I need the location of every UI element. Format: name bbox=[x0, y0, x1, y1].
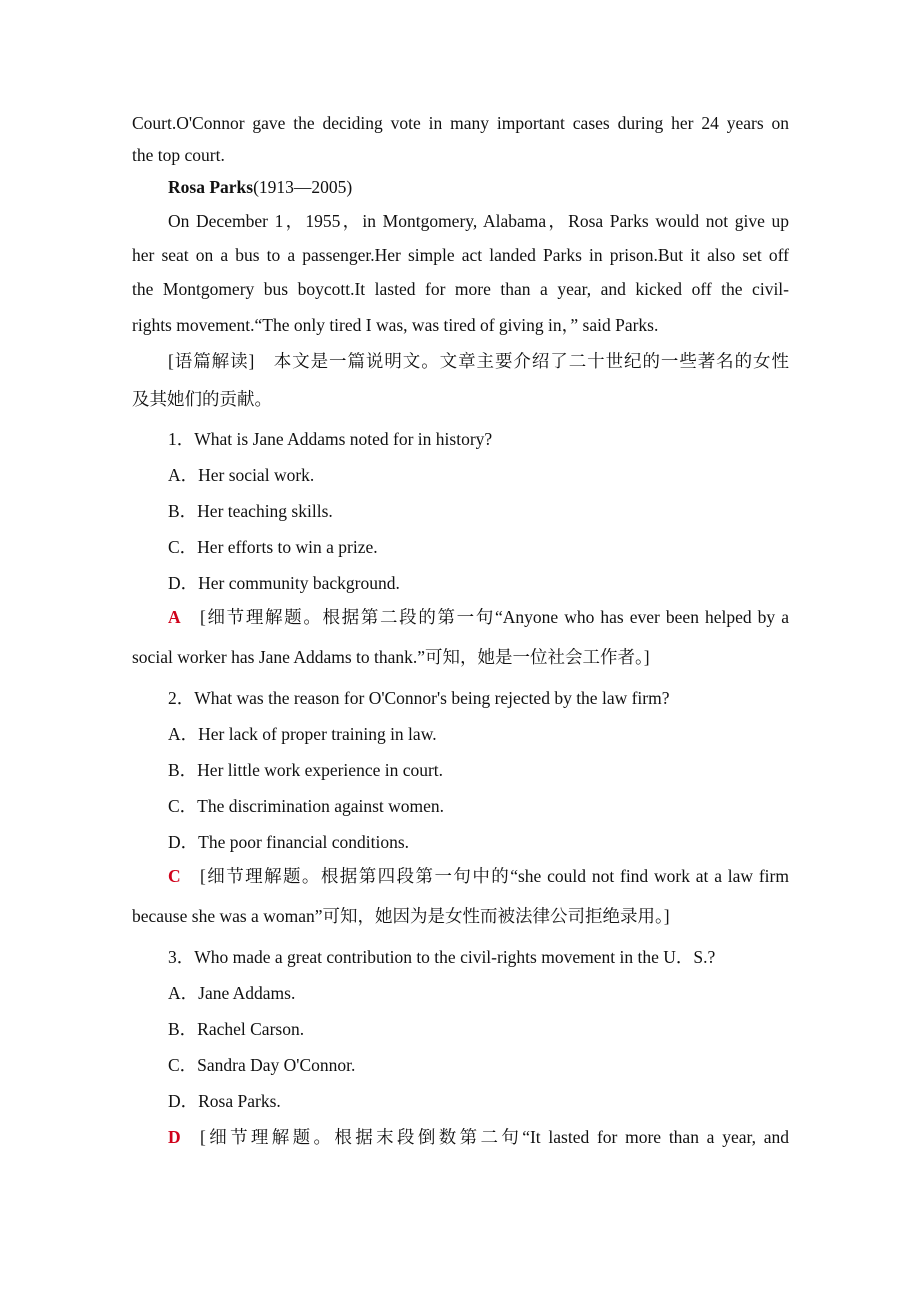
option: A．Her social work. bbox=[168, 465, 315, 485]
heading-name: Rosa Parks bbox=[168, 177, 254, 197]
option: A．Her lack of proper training in law. bbox=[168, 724, 437, 744]
answer-key: C bbox=[168, 866, 181, 886]
analysis-line: 及其她们的贡献。 bbox=[132, 389, 272, 409]
answer-key: D bbox=[168, 1127, 181, 1147]
question-stem: 3．Who made a great contribution to the civil‑rights movement in the U．S.? bbox=[168, 947, 716, 967]
explanation-text: [细节理解题。根据末段倒数第二句“It lasted for more than a year, and bbox=[200, 1127, 789, 1147]
explanation-text: [细节理解题。根据第二段的第一句“Anyone who has ever been helped by a bbox=[200, 607, 789, 627]
option: D．The poor financial conditions. bbox=[168, 832, 410, 852]
answer-key: A bbox=[168, 607, 181, 627]
option: D．Rosa Parks. bbox=[168, 1091, 281, 1111]
section-heading bbox=[168, 175, 352, 199]
passage-line: the Montgomery bus boycott.It lasted for more than a year, and kicked off the civil- bbox=[132, 279, 789, 299]
option: B．Her little work experience in court. bbox=[168, 760, 444, 780]
question-stem: 1．What is Jane Addams noted for in history? bbox=[168, 429, 493, 449]
option: C．Sandra Day O'Connor. bbox=[168, 1055, 356, 1075]
explanation-text: [细节理解题。根据第四段第一句中的“she could not find work at a law firm bbox=[200, 866, 789, 886]
explanation-line bbox=[168, 605, 789, 629]
passage-line: rights movement.“The only tired I was, was tired of giving in，” said Parks. bbox=[132, 315, 659, 335]
heading-years: (1913—2005) bbox=[253, 177, 353, 197]
option: C．The discrimination against women. bbox=[168, 796, 445, 816]
option: B．Rachel Carson. bbox=[168, 1019, 305, 1039]
explanation-line: social worker has Jane Addams to thank.”可知，她是一位社会工作者。] bbox=[132, 647, 650, 667]
option: B．Her teaching skills. bbox=[168, 501, 333, 521]
question-stem: 2．What was the reason for O'Connor's being rejected by the law firm? bbox=[168, 688, 670, 708]
option: A．Jane Addams. bbox=[168, 983, 296, 1003]
passage-line: On December 1，1955，in Montgomery, Alabama，Rosa Parks would not give up bbox=[168, 211, 789, 231]
analysis-line: [语篇解读] 本文是一篇说明文。文章主要介绍了二十世纪的一些著名的女性 bbox=[168, 351, 789, 371]
option: D．Her community background. bbox=[168, 573, 400, 593]
passage-line: her seat on a bus to a passenger.Her simple act landed Parks in prison.But it also set off bbox=[132, 245, 789, 265]
explanation-line bbox=[168, 1125, 789, 1149]
passage-line: Court.O'Connor gave the deciding vote in many important cases during her 24 years on bbox=[132, 113, 789, 133]
passage-line: the top court. bbox=[132, 145, 225, 165]
option: C．Her efforts to win a prize. bbox=[168, 537, 378, 557]
explanation-line bbox=[168, 864, 789, 888]
explanation-line: because she was a woman”可知，她因为是女性而被法律公司拒绝录用。] bbox=[132, 906, 670, 926]
